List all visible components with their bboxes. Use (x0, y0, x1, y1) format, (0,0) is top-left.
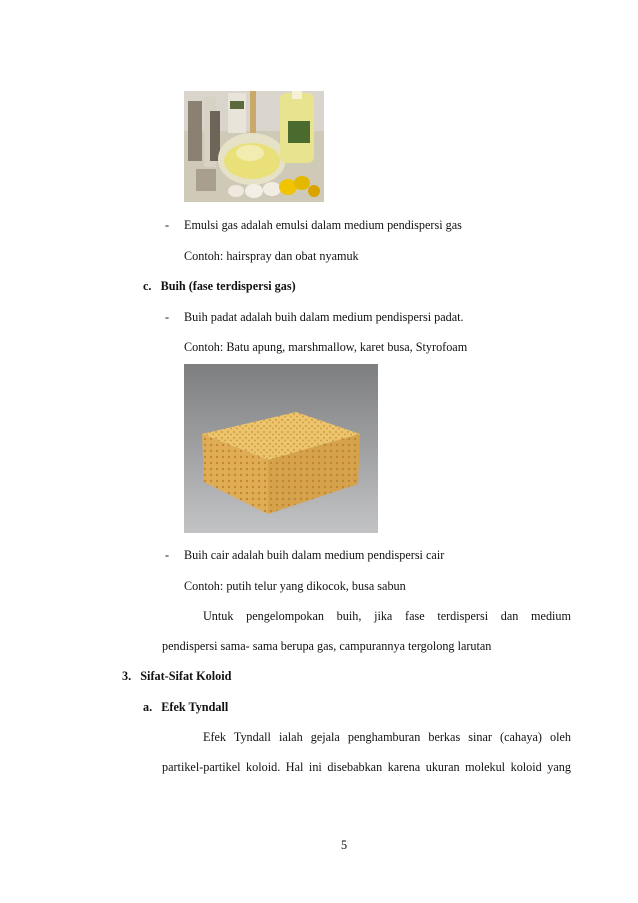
text-line: Contoh: Batu apung, marshmallow, karet busa, Styrofoam (184, 340, 468, 354)
mayonnaise-ingredients-photo (184, 91, 324, 202)
section-heading-sifat-koloid: 3. Sifat-Sifat Koloid (122, 669, 232, 683)
page-number: 5 (341, 838, 348, 852)
subheading-efek-tyndall: a. Efek Tyndall (143, 700, 229, 714)
paragraph-line: partikel-partikel koloid. Hal ini disebabkan karena ukuran molekul koloid yang (162, 760, 571, 774)
bullet-dash: - (165, 548, 170, 562)
subheading-buih: c. Buih (fase terdispersi gas) (143, 279, 296, 293)
paragraph-line: Untuk pengelompokan buih, jika fase terdispersi dan medium (203, 609, 571, 623)
text-line: Contoh: putih telur yang dikocok, busa sabun (184, 579, 406, 593)
text-line: Contoh: hairspray dan obat nyamuk (184, 249, 359, 263)
text-line: Emulsi gas adalah emulsi dalam medium pendispersi gas (184, 218, 462, 232)
bullet-dash: - (165, 218, 170, 232)
text-line: Buih padat adalah buih dalam medium pendispersi padat. (184, 310, 464, 324)
yellow-sponge-photo (184, 364, 378, 533)
paragraph-line: pendispersi sama- sama berupa gas, campurannya tergolong larutan (162, 639, 492, 653)
text-line: Buih cair adalah buih dalam medium pendispersi cair (184, 548, 445, 562)
paragraph-line: Efek Tyndall ialah gejala penghamburan berkas sinar (cahaya) oleh (203, 730, 571, 744)
bullet-dash: - (165, 310, 170, 324)
